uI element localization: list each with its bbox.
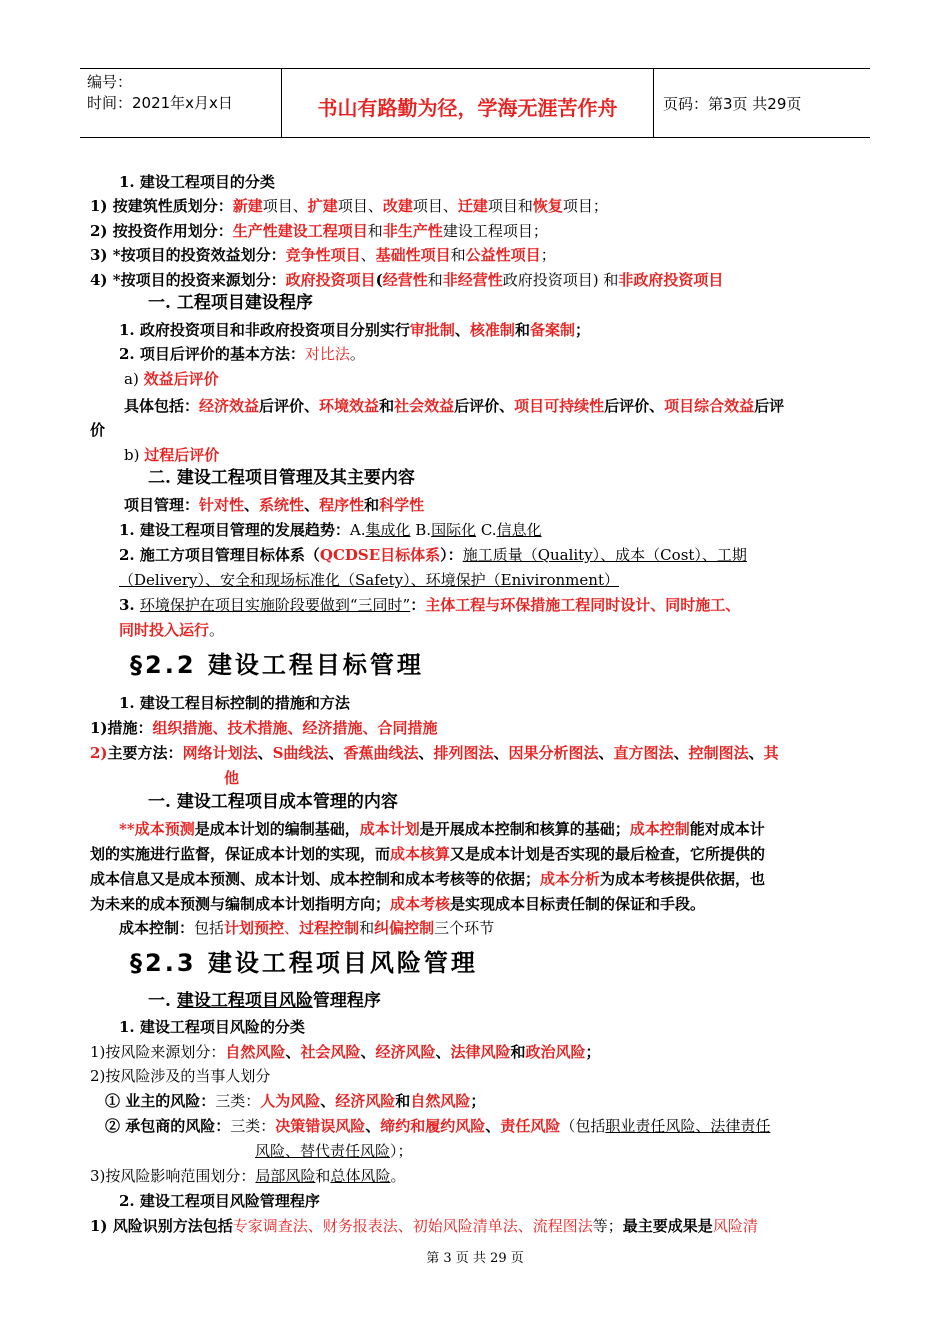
text-run: 2. 建设工程项目风险管理程序 [119,1192,320,1210]
text-run: 项目管理： [124,496,200,514]
text-run: 、 [304,496,320,514]
text-run: 2)按风险涉及的当事人划分 [90,1067,271,1085]
text-run: **成本预测 [119,820,195,838]
text-run: 成本核算 [390,845,451,863]
text-line [148,991,381,1011]
text-line [119,570,619,590]
text-run: ）； [390,1142,413,1160]
text-run: 价 [90,421,106,439]
text-line [119,545,747,565]
text-run: C. [476,521,497,539]
text-run: 1)按风险来源划分： [90,1043,226,1061]
text-run: 系统性 [259,496,305,514]
text-run: 项目和 [487,197,533,215]
text-run: 因果分析图法 [508,744,599,762]
text-run: 包括 [194,919,225,937]
text-run: ( [375,271,383,289]
text-run: ① 业主的风险： [105,1092,216,1110]
text-run: 效益后评价 [143,370,219,388]
text-run: 1) 风险识别方法包括 [90,1217,233,1235]
text-run: 后评 [754,397,785,415]
text-run: ； [585,1043,601,1061]
text-run: 、 [320,1092,336,1110]
text-run: 经济风险 [335,1092,396,1110]
text-line [119,819,765,839]
text-run: 核准制 [469,321,515,339]
text-run: 社会效益 [394,397,455,415]
text-line [119,1191,320,1211]
text-run: 和 [514,321,530,339]
text-run: 成本考核 [390,895,451,913]
text-run: 经营性 [382,271,428,289]
text-run: 后评价、 [259,397,320,415]
text-run: 竞争性项目 [285,246,361,264]
text-line [90,894,705,914]
text-run: 一. 工程项目建设程序 [148,293,313,313]
text-run: 成本计划 [359,820,420,838]
text-run: 为成本考核提供依据，也 [600,870,766,888]
text-run: 职业责任风险、法律责任 [605,1117,771,1135]
text-run: 和 [379,397,395,415]
text-run: 又是成本计划是否实现的最后检查，它所提供的 [450,845,766,863]
text-run: 成本信息又是成本预测、成本计划、成本控制和成本考核等的依据； [90,870,541,888]
text-line [124,369,219,389]
text-line [119,172,275,192]
text-run: （Delivery）、安全和现场标准化（Safety）、环境保护（Enivironment） [119,571,619,589]
text-run: 成本控制： [119,919,195,937]
text-run: §2.3 建设工程项目风险管理 [130,949,478,977]
text-run: S曲线法 [272,744,329,762]
text-run: b) [124,446,145,464]
text-run: 1. 建设工程项目管理的发展趋势： [119,521,350,539]
text-run: 后评价、 [604,397,665,415]
text-run: ② 承包商的风险： [105,1117,231,1135]
text-line [124,495,424,515]
text-run: 和 [510,1043,526,1061]
text-run: 2. 施工方项目管理目标体系（ [119,546,320,564]
text-run: 人为风险 [260,1092,321,1110]
text-run: 。 [209,621,225,639]
text-line [90,1042,601,1062]
text-line [119,918,494,938]
text-run: 三类： [230,1117,276,1135]
text-run: 备案制 [529,321,575,339]
text-run: 建设工程项目； [442,222,548,240]
text-line [130,948,478,981]
text-run: 是实现成本目标责任制的保证和手段。 [450,895,706,913]
text-run: 1. 政府投资项目和非政府投资项目分别实行 [119,321,410,339]
text-run: 自然风险 [225,1043,286,1061]
text-run: 主要方法： [107,744,183,762]
text-run: ； [540,246,556,264]
text-run: 、 [748,744,764,762]
text-run: 1. 建设工程目标控制的措施和方法 [119,694,350,712]
text-line [148,792,398,812]
text-line [119,693,350,713]
text-run: 环境保护在项目实施阶段要做到“三同时” [139,596,411,614]
text-run: QCDSE目标体系 [319,546,441,564]
text-line [119,320,590,340]
text-line [119,595,740,615]
text-run: 和 [364,496,380,514]
text-run: 法律风险 [450,1043,511,1061]
text-run: 2) 按投资作用划分： [90,222,233,240]
text-run: 成本分析 [540,870,601,888]
header-left-cell [80,69,282,137]
text-run: ）： [440,546,463,564]
time-label: 时间：2021年x月x日 [87,94,233,112]
text-run: 能对成本计 [689,820,765,838]
page-header [80,68,870,138]
text-run: 和 [367,222,383,240]
text-run: 、 [365,1117,381,1135]
text-run: 后评价、 [454,397,515,415]
text-run: 、 [493,744,509,762]
text-run: 建设工程项目风险 [176,991,313,1011]
text-run: 3) *按项目的投资效益划分： [90,246,286,264]
text-run: 最主要成果是 [622,1217,713,1235]
text-run: 专家调查法、财务报表法、初始风险清单法、流程图法 [232,1217,593,1235]
text-run: 项目可持续性 [514,397,605,415]
text-run: 是成本计划的编制基础， [194,820,360,838]
text-run: 对比法 [304,345,350,363]
text-line [90,270,723,290]
text-run: 缔约和履约风险 [380,1117,486,1135]
text-line [90,196,608,216]
text-run: 成本控制 [629,820,690,838]
text-run: 3. [119,596,140,614]
text-run: 经济效益 [199,397,260,415]
text-run: 非政府投资项目 [618,271,724,289]
text-run: 划的实施进行监督，保证成本计划的实现，而 [90,845,391,863]
text-run: 1)措施： [90,719,153,737]
page-label: 页码：第3页 共29页 [663,95,802,113]
text-run: 经济风险 [375,1043,436,1061]
text-run: 、 [598,744,614,762]
text-run: 1. 建设工程项目风险的分类 [119,1018,305,1036]
text-line [90,1066,270,1086]
text-line [90,420,105,440]
text-run: 项目、 [337,197,383,215]
text-run: 3)按风险影响范围划分： [90,1167,256,1185]
text-run: 和 [315,1167,331,1185]
text-line [90,869,765,889]
text-run: 主体工程与环保措施工程同时设计、同时施工、 [425,596,741,614]
text-line [119,620,224,640]
text-line [130,650,424,683]
text-run: 、 [360,246,376,264]
text-run: 迁建 [457,197,488,215]
text-run: A. [349,521,366,539]
text-run: 和 [427,271,443,289]
text-run: ； [574,321,590,339]
text-run: 他 [224,769,240,787]
text-line [148,293,313,313]
text-run: 一. 建设工程项目成本管理的内容 [148,792,398,812]
text-run: 、 [244,496,260,514]
text-run: 针对性 [199,496,245,514]
motto: 书山有路勤为径，学海无涯苦作舟 [282,69,654,137]
text-run: 二. 建设工程项目管理及其主要内容 [148,468,415,488]
text-run: 1. 建设工程项目的分类 [119,173,275,191]
text-run: B. [410,521,432,539]
text-run: 非生产性 [382,222,443,240]
text-run: ： [410,596,426,614]
text-line [124,396,784,416]
code-label: 编号： [87,73,133,91]
text-run: 局部风险 [255,1167,316,1185]
text-line [90,844,765,864]
text-run: ； [470,1092,486,1110]
text-line [105,1116,770,1136]
text-run: 是开展成本控制和核算的基础； [419,820,630,838]
text-run: 环境效益 [319,397,380,415]
text-line [90,1216,758,1236]
text-run: 一. [148,991,177,1011]
text-line [90,1166,405,1186]
text-line [124,445,219,465]
text-run: 信息化 [496,521,542,539]
text-run: 等； [592,1217,623,1235]
page-footer: 第 3 页 共 29 页 [426,1251,524,1266]
text-run: 和 [450,246,466,264]
text-run: 和 [359,919,375,937]
text-run: 决策错误风险 [275,1117,366,1135]
text-run: 、 [435,1043,451,1061]
text-line [255,1141,413,1161]
text-line [119,1017,305,1037]
text-run: 扩建 [307,197,338,215]
text-run: 自然风险 [410,1092,471,1110]
text-run: 2. 项目后评价的基本方法： [119,345,305,363]
text-run: 2) [90,744,108,762]
text-run: 。 [390,1167,406,1185]
text-run: 非经营性 [442,271,503,289]
text-run: 管理程序 [312,991,381,1011]
text-run: 为未来的成本预测与编制成本计划指明方向； [90,895,391,913]
text-run: 项目、 [262,197,308,215]
text-line [119,520,542,540]
text-run: 集成化 [365,521,411,539]
text-run: 计划预控 [224,919,285,937]
text-run: 政府投资项目) 和 [502,271,619,289]
text-line [148,468,415,488]
text-run: 、 [284,919,300,937]
text-run: 其 [763,744,779,762]
text-line [90,718,438,738]
text-line [90,245,556,265]
text-run: 纠偏控制 [374,919,435,937]
text-run: §2.2 建设工程目标管理 [130,651,424,679]
text-run: 1) 按建筑性质划分： [90,197,233,215]
text-run: 风险清 [712,1217,758,1235]
text-run: 、 [285,1043,301,1061]
text-run: 基础性项目 [375,246,451,264]
text-run: 和 [395,1092,411,1110]
text-run: 社会风险 [300,1043,361,1061]
text-run: 同时投入运行 [119,621,210,639]
text-run: 组织措施、技术措施、经济措施、合同措施 [152,719,438,737]
text-run: 直方图法 [613,744,674,762]
text-run: 审批制 [409,321,455,339]
text-run: 控制图法 [688,744,749,762]
text-run: 、 [360,1043,376,1061]
text-run: 改建 [382,197,413,215]
text-run: 施工质量（Quality）、成本（Cost）、工期 [462,546,747,564]
text-line [119,344,365,364]
text-run: 三类： [215,1092,261,1110]
text-run: 项目； [562,197,608,215]
text-run: 过程后评价 [144,446,220,464]
text-run: 风险、替代责任风险 [255,1142,391,1160]
text-run: 、 [485,1117,501,1135]
text-run: 政治风险 [525,1043,586,1061]
text-run: 项目、 [412,197,458,215]
text-run: 具体包括： [124,397,200,415]
text-run: 国际化 [431,521,477,539]
text-run: 恢复 [532,197,563,215]
text-run: 项目综合效益 [664,397,755,415]
text-line [224,768,239,788]
text-run: 政府投资项目 [285,271,376,289]
text-run: 总体风险 [330,1167,391,1185]
text-line [90,743,779,763]
text-run: 公益性项目 [465,246,541,264]
text-run: 科学性 [379,496,425,514]
text-run: 程序性 [319,496,365,514]
text-run: a) [124,370,144,388]
text-run: 、 [454,321,470,339]
text-run: 、 [418,744,434,762]
text-run: 网络计划法 [182,744,258,762]
text-run: 排列图法 [433,744,494,762]
text-run: （包括 [560,1117,606,1135]
text-line [90,221,548,241]
text-run: 、 [257,744,273,762]
text-run: 责任风险 [500,1117,561,1135]
text-run: 香蕉曲线法 [343,744,419,762]
text-run: 三个环节 [434,919,495,937]
text-run: 生产性建设工程项目 [232,222,368,240]
text-run: 。 [349,345,365,363]
text-run: 、 [673,744,689,762]
text-line [105,1091,485,1111]
text-run: 过程控制 [299,919,360,937]
text-run: 新建 [232,197,263,215]
text-run: 、 [328,744,344,762]
text-run: 4) *按项目的投资来源划分： [90,271,286,289]
